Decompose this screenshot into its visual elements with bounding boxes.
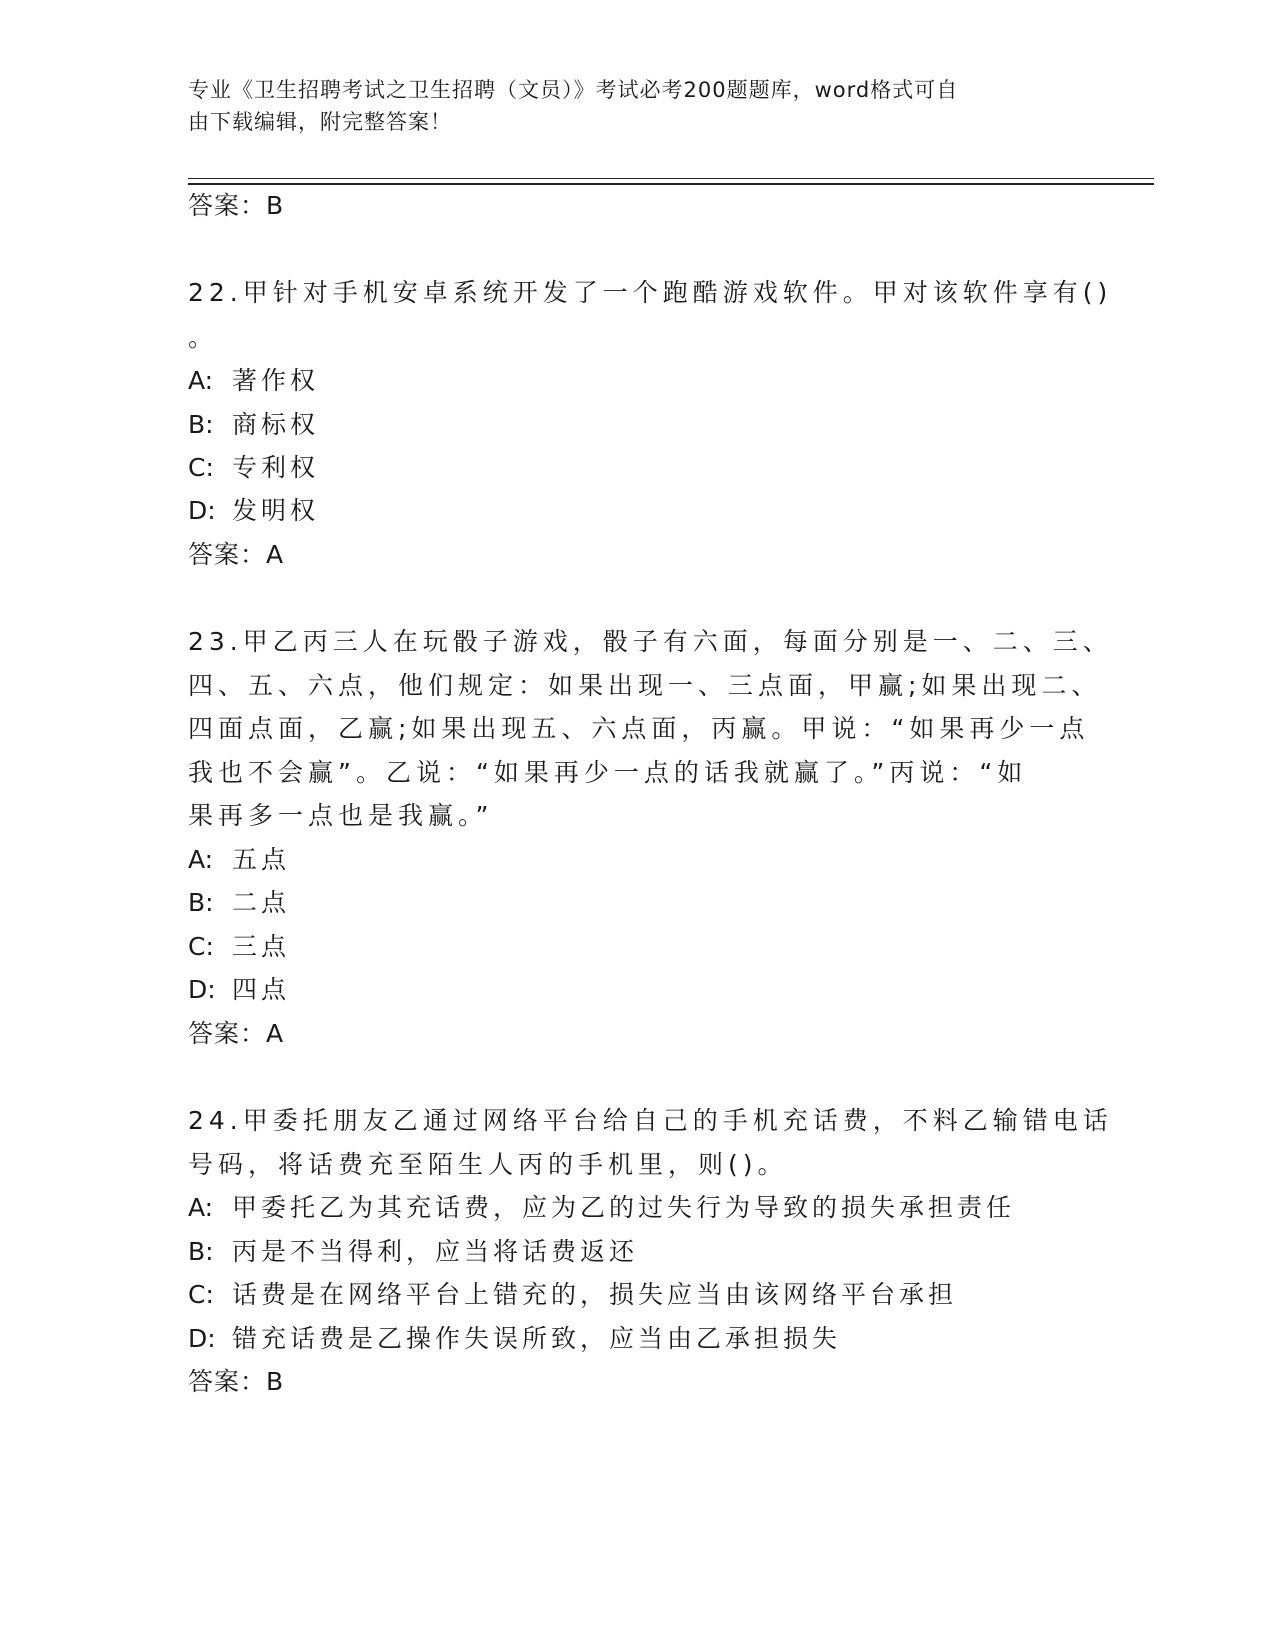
- question-23-option-a: [188, 840, 290, 876]
- question-24-option-d: [188, 1319, 841, 1355]
- option-key: A:: [188, 1193, 214, 1222]
- question-23-line-2: 四、五、六点，他们规定：如果出现一、三点面，甲赢;如果出现二、: [188, 671, 1102, 700]
- option-key: A:: [188, 366, 214, 395]
- option-text: 三点: [232, 932, 291, 961]
- question-23-option-c: [188, 927, 290, 963]
- header-divider-thick: [188, 183, 1154, 185]
- option-key: A:: [188, 845, 214, 874]
- option-key: D:: [188, 496, 216, 525]
- question-22-option-a: [188, 361, 319, 397]
- question-23-option-d: [188, 970, 290, 1006]
- question-24-option-b: [188, 1232, 638, 1268]
- option-text: 丙是不当得利，应当将话费返还: [232, 1237, 639, 1266]
- document-header: [188, 74, 1068, 138]
- header-line-2: 由下载编辑，附完整答案！: [188, 110, 452, 134]
- question-23-line-4: 我也不会赢”。乙说：“如果再少一点的话我就赢了。”丙说：“如: [188, 758, 1028, 787]
- question-24-option-c: [188, 1275, 957, 1311]
- option-text: 错充话费是乙操作失误所致，应当由乙承担损失: [232, 1324, 842, 1353]
- question-24-line-1: 24.甲委托朋友乙通过网络平台给自己的手机充话费，不料乙输错电话: [188, 1106, 1113, 1135]
- answer-24: 答案：B: [188, 1367, 285, 1396]
- question-23-option-b: [188, 883, 290, 919]
- option-key: C:: [188, 453, 214, 482]
- question-24-option-a: [188, 1188, 1015, 1224]
- option-text: 著作权: [232, 366, 320, 395]
- question-23-line-5: 果再多一点也是我赢。”: [188, 801, 494, 830]
- option-key: B:: [188, 1237, 214, 1266]
- option-text: 五点: [232, 845, 291, 874]
- question-22-line-1: 22.甲针对手机安卓系统开发了一个跑酷游戏软件。甲对该软件享有(): [188, 278, 1113, 307]
- option-text: 四点: [232, 975, 291, 1004]
- question-23-line-1: 23.甲乙丙三人在玩骰子游戏，骰子有六面，每面分别是一、二、三、: [188, 627, 1113, 656]
- option-key: C:: [188, 932, 214, 961]
- question-22-option-c: [188, 448, 319, 484]
- option-text: 甲委托乙为其充话费，应为乙的过失行为导致的损失承担责任: [232, 1193, 1016, 1222]
- question-22-option-b: [188, 405, 319, 441]
- option-text: 商标权: [232, 410, 320, 439]
- option-key: D:: [188, 975, 216, 1004]
- header-line-1: 专业《卫生招聘考试之卫生招聘（文员）》考试必考200题题库，word格式可自: [188, 78, 959, 102]
- question-22-option-d: [188, 491, 319, 527]
- question-24-line-2: 号码，将话费充至陌生人丙的手机里，则()。: [188, 1150, 788, 1179]
- option-text: 二点: [232, 888, 291, 917]
- option-text: 发明权: [232, 496, 320, 525]
- answer-23: 答案：A: [188, 1019, 285, 1048]
- answer-22: 答案：A: [188, 540, 285, 569]
- answer-21: 答案：B: [188, 191, 285, 220]
- option-text: 话费是在网络平台上错充的，损失应当由该网络平台承担: [232, 1280, 958, 1309]
- option-key: D:: [188, 1324, 216, 1353]
- header-divider-thin: [188, 178, 1154, 179]
- option-key: B:: [188, 410, 214, 439]
- option-key: B:: [188, 888, 214, 917]
- option-key: C:: [188, 1280, 214, 1309]
- option-text: 专利权: [232, 453, 320, 482]
- question-22-line-2: 。: [188, 323, 219, 352]
- question-23-line-3: 四面点面，乙赢;如果出现五、六点面，丙赢。甲说：“如果再少一点: [188, 714, 1090, 743]
